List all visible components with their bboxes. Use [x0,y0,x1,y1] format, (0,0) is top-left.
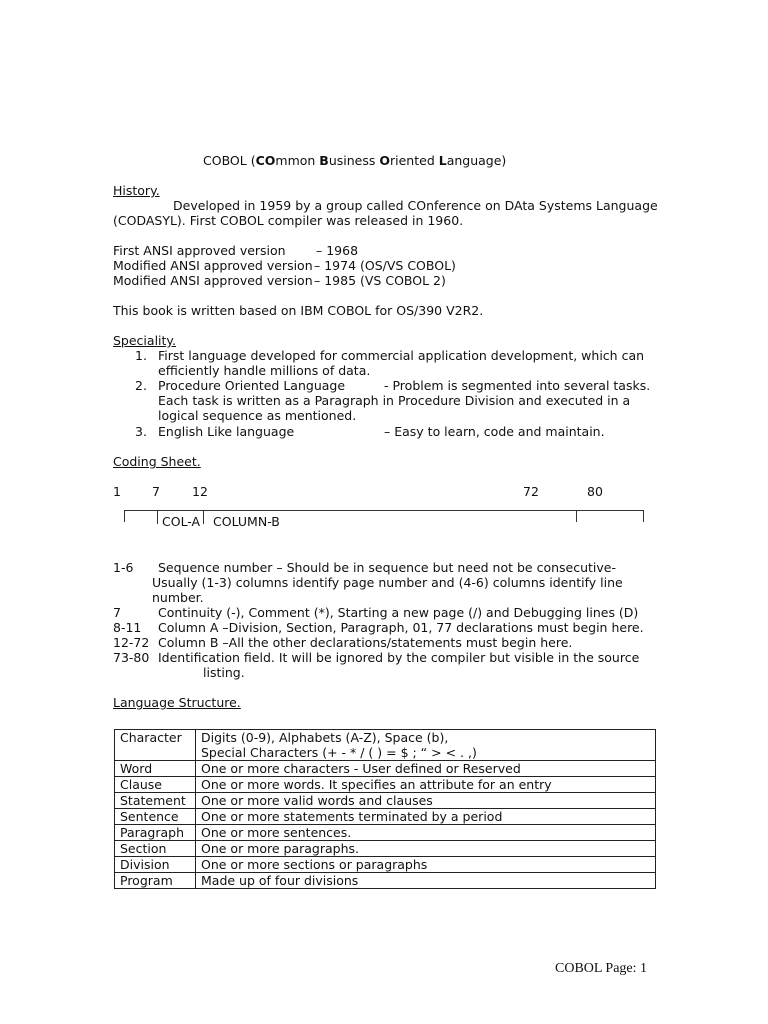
column-desc: Sequence number – Should be in sequence but need not be consecutive- [158,560,616,575]
page-title: COBOL (COmmon Business Oriented Language) [203,153,507,168]
ruler-tick [124,510,125,522]
term-cell: Clause [115,777,196,793]
table-row [115,730,656,761]
table-row [115,761,656,777]
desc-cell: One or more words. It specifies an attribute for an entry [196,777,656,793]
coding-heading: Coding Sheet. [113,454,201,469]
list-item: First language developed for commercial application development, which can [158,348,645,363]
list-item: efficiently handle millions of data. [158,363,371,378]
column-number: 80 [587,484,603,499]
history-line: Developed in 1959 by a group called COnference on DAta Systems Language [173,198,658,213]
ruler-tick [203,510,204,524]
list-item: Each task is written as a Paragraph in Procedure Division and executed in a [158,393,631,408]
table-row [115,777,656,793]
desc-cell: One or more sentences. [196,825,656,841]
ruler-tick [576,510,577,522]
column-code: 12-72 [113,635,150,650]
column-code: 7 [113,605,121,620]
list-item: - Problem is segmented into several tasks. [384,378,651,393]
page-footer: COBOL Page: 1 [555,961,648,976]
desc-cell: One or more valid words and clauses [196,793,656,809]
column-code: 8-11 [113,620,142,635]
column-desc: Usually (1-3) columns identify page number and (4-6) columns identify line [152,575,623,590]
ruler-tick [157,510,158,524]
list-number: 3. [135,424,147,439]
column-b-label: COLUMN-B [213,514,280,529]
version-value: – 1985 (VS COBOL 2) [314,273,446,288]
column-code: 73-80 [113,650,150,665]
table-row [115,857,656,873]
column-desc: Column B –All the other declarations/statements must begin here. [158,635,573,650]
column-number: 7 [152,484,160,499]
version-label: Modified ANSI approved version [113,273,313,288]
column-desc: Identification field. It will be ignored by the compiler but visible in the source [158,650,640,665]
term-cell: Sentence [115,809,196,825]
version-value: – 1974 (OS/VS COBOL) [314,258,456,273]
version-label: Modified ANSI approved version [113,258,313,273]
column-number: 12 [192,484,208,499]
ruler-line [124,510,644,511]
table-row [115,793,656,809]
desc-cell: One or more statements terminated by a period [196,809,656,825]
book-note: This book is written based on IBM COBOL for OS/390 V2R2. [113,303,484,318]
list-number: 1. [135,348,147,363]
column-number: 72 [523,484,539,499]
desc-cell: One or more characters - User defined or Reserved [196,761,656,777]
history-heading: History. [113,183,160,198]
list-item: Procedure Oriented Language [158,378,346,393]
version-value: – 1968 [316,243,359,258]
column-desc: listing. [203,665,245,680]
term-cell: Paragraph [115,825,196,841]
term-cell: Word [115,761,196,777]
column-desc: Column A –Division, Section, Paragraph, 01, 77 declarations must begin here. [158,620,644,635]
table-row [115,873,656,889]
term-cell: Program [115,873,196,889]
column-code: 1-6 [113,560,134,575]
column-desc: number. [152,590,204,605]
column-number: 1 [113,484,121,499]
desc-cell: One or more paragraphs. [196,841,656,857]
history-line: (CODASYL). First COBOL compiler was released in 1960. [113,213,464,228]
speciality-heading: Speciality. [113,333,177,348]
version-label: First ANSI approved version [113,243,286,258]
term-cell: Character [115,730,196,761]
term-cell: Statement [115,793,196,809]
list-number: 2. [135,378,147,393]
desc-cell: One or more sections or paragraphs [196,857,656,873]
list-item: logical sequence as mentioned. [158,408,357,423]
term-cell: Section [115,841,196,857]
language-structure-table [114,729,656,889]
table-row [115,809,656,825]
column-desc: Continuity (-), Comment (*), Starting a new page (/) and Debugging lines (D) [158,605,639,620]
term-cell: Division [115,857,196,873]
ruler-tick [643,510,644,522]
desc-cell: Digits (0-9), Alphabets (A-Z), Space (b), Special Characters (+ - * / ( ) = $ ; “ > < . ,) [196,730,656,761]
desc-cell: Made up of four divisions [196,873,656,889]
list-item: – Easy to learn, code and maintain. [384,424,605,439]
table-row [115,841,656,857]
col-a-label: COL-A [162,514,201,529]
table-row [115,825,656,841]
language-heading: Language Structure. [113,695,241,710]
list-item: English Like language [158,424,295,439]
